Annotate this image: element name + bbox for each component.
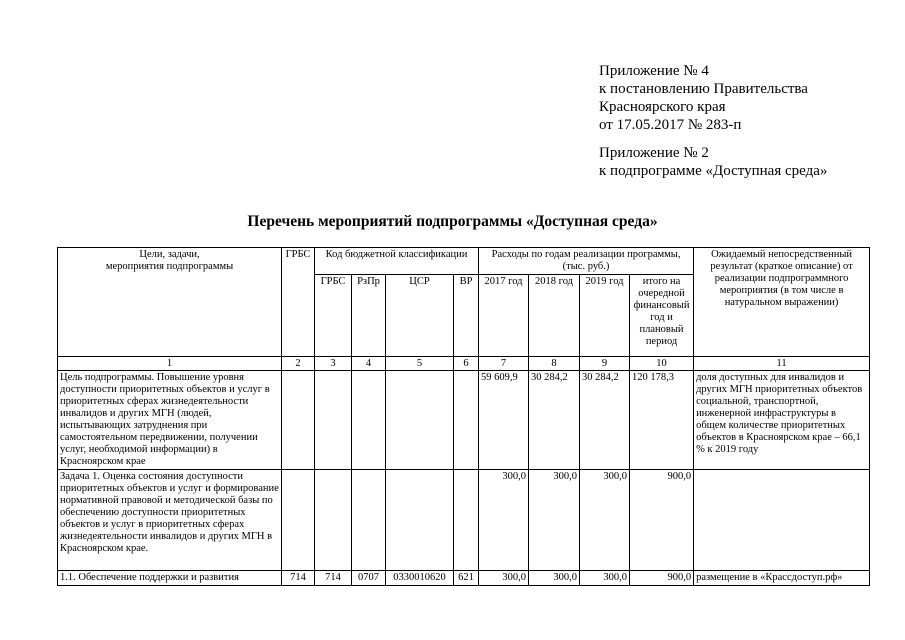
row-2017: 59 609,9 xyxy=(479,371,529,470)
row-csr: 0330010620 xyxy=(386,571,454,586)
row-rzpr: 0707 xyxy=(352,571,386,586)
row-rzpr xyxy=(352,470,386,571)
row-name: Задача 1. Оценка состояния доступности приоритетных объектов и услуг и формирование нормативной правовой и методической базы по обеспечению доступности приоритетных объектов и услуг в приоритетных сферах жизнедеятельности инвалидов и других МГН в Красноярском крае. xyxy=(58,470,282,571)
column-number: 9 xyxy=(580,357,630,371)
row-vr: 621 xyxy=(454,571,479,586)
appendix-4-line: к постановлению Правительства xyxy=(599,81,808,97)
subheader-total: итого на очередной финансовый год и плановый период xyxy=(630,275,694,357)
appendix-2-block xyxy=(599,144,827,180)
row-vr xyxy=(454,470,479,571)
row-csr xyxy=(386,470,454,571)
column-number: 5 xyxy=(386,357,454,371)
table-header-row xyxy=(58,248,870,275)
subheader-2018: 2018 год xyxy=(529,275,580,357)
appendix-2-line: Приложение № 2 xyxy=(599,145,709,161)
appendix-4-block xyxy=(599,62,808,134)
column-number: 4 xyxy=(352,357,386,371)
row-grbs xyxy=(282,371,315,470)
row-2018: 30 284,2 xyxy=(529,371,580,470)
row-total: 900,0 xyxy=(630,571,694,586)
row-vr xyxy=(454,371,479,470)
column-number: 2 xyxy=(282,357,315,371)
row-grbs-code xyxy=(315,470,352,571)
row-csr xyxy=(386,371,454,470)
appendix-4-line: от 17.05.2017 № 283-п xyxy=(599,117,742,133)
row-grbs xyxy=(282,470,315,571)
header-budget-code: Код бюджетной классификации xyxy=(315,248,479,275)
row-name: 1.1. Обеспечение поддержки и развития xyxy=(58,571,282,586)
row-2019: 300,0 xyxy=(580,470,630,571)
column-number: 1 xyxy=(58,357,282,371)
row-2017: 300,0 xyxy=(479,470,529,571)
row-total: 900,0 xyxy=(630,470,694,571)
row-2018: 300,0 xyxy=(529,571,580,586)
subheader-vr: ВР xyxy=(454,275,479,357)
column-number: 6 xyxy=(454,357,479,371)
column-number: 7 xyxy=(479,357,529,371)
appendix-4-line: Приложение № 4 xyxy=(599,63,709,79)
row-2019: 300,0 xyxy=(580,571,630,586)
header-expenses: Расходы по годам реализации программы, (тыс. руб.) xyxy=(479,248,694,275)
subheader-2017: 2017 год xyxy=(479,275,529,357)
appendix-2-line: к подпрограмме «Доступная среда» xyxy=(599,163,828,179)
measures-table xyxy=(57,247,870,586)
row-grbs-code: 714 xyxy=(315,571,352,586)
row-result: доля доступных для инвалидов и других МГН приоритетных объектов социальной, транспортной, инженерной инфраструктуры в общем количестве приоритетных объектов в Красноярском крае – 66,1 % к 2019 году xyxy=(694,371,870,470)
document-title: Перечень мероприятий подпрограммы «Доступная среда» xyxy=(247,213,658,230)
header-grbs: ГРБС xyxy=(282,248,315,357)
subheader-rzpr: РзПр xyxy=(352,275,386,357)
row-result: размещение в «Крассдоступ.рф» xyxy=(694,571,870,586)
row-2018: 300,0 xyxy=(529,470,580,571)
column-number: 3 xyxy=(315,357,352,371)
row-grbs-code xyxy=(315,371,352,470)
row-2019: 30 284,2 xyxy=(580,371,630,470)
table-row-task xyxy=(58,470,870,571)
column-number-row xyxy=(58,357,870,371)
row-total: 120 178,3 xyxy=(630,371,694,470)
appendix-4-line: Красноярского края xyxy=(599,99,726,115)
table-row-goal xyxy=(58,371,870,470)
row-2017: 300,0 xyxy=(479,571,529,586)
row-grbs: 714 xyxy=(282,571,315,586)
subheader-2019: 2019 год xyxy=(580,275,630,357)
header-expected-result: Ожидаемый непосредственный результат (краткое описание) от реализации подпрограммного мероприятия (в том числе в натуральном выражении) xyxy=(694,248,870,357)
column-number: 10 xyxy=(630,357,694,371)
subheader-grbs: ГРБС xyxy=(315,275,352,357)
column-number: 11 xyxy=(694,357,870,371)
header-goals: Цели, задачи, мероприятия подпрограммы xyxy=(58,248,282,357)
row-name: Цель подпрограммы. Повышение уровня доступности приоритетных объектов и услуг в приоритетных сферах жизнедеятельности инвалидов и других МГН (людей, испытывающих затруднения при самостоятельном передвижении, получении услуг, необходимой информации) в Красноярском крае xyxy=(58,371,282,470)
row-result xyxy=(694,470,870,571)
table-row-item xyxy=(58,571,870,586)
column-number: 8 xyxy=(529,357,580,371)
subheader-csr: ЦСР xyxy=(386,275,454,357)
row-rzpr xyxy=(352,371,386,470)
